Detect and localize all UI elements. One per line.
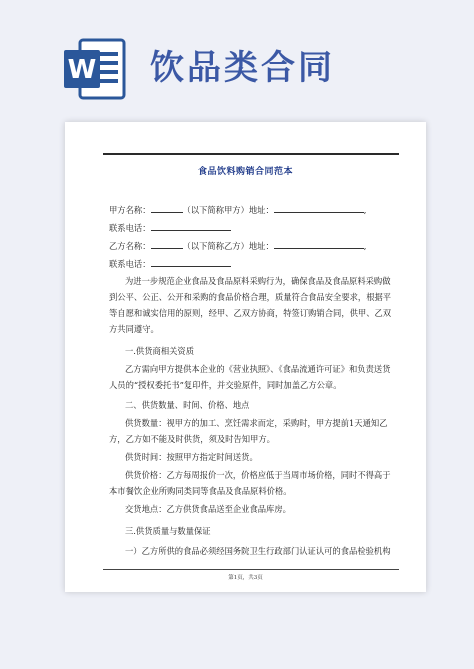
party-b-line [109, 240, 404, 252]
document-page [65, 122, 426, 592]
party-a-phone-label: 联系电话： [109, 223, 151, 233]
header-rule [103, 153, 399, 155]
section-heading: 一.供货商相关资质 [125, 346, 195, 356]
banner-header [0, 0, 474, 115]
intro-line: 到公平、公正、公开和采购的食品价格合理，质量符合食品安全要求，根据平 [109, 292, 392, 302]
paragraph-line: 方，乙方如不能及时供货，须及时告知甲方。 [109, 434, 275, 444]
intro-line: 方共同遵守。 [109, 324, 159, 334]
party-b-phone-blank [151, 258, 231, 267]
party-a-alias: （以下简称甲方）地址： [182, 205, 274, 215]
paragraph-line: 一）乙方所供的食品必须经国务院卫生行政部门认证认可的食品检验机构 [125, 546, 391, 556]
word-doc-icon [62, 36, 128, 102]
document-title: 食品饮料购销合同范本 [197, 167, 293, 177]
section-heading: 二、供货数量、时间、价格、地点 [125, 400, 250, 410]
paragraph-line: 交货地点：乙方供货食品送至企业食品库房。 [125, 504, 291, 514]
party-b-end: , [363, 241, 367, 251]
party-a-phone-blank [151, 222, 231, 231]
footer-rule [103, 569, 399, 570]
paragraph-line: 本市餐饮企业所购同类同等食品及食品原料价格。 [109, 486, 292, 496]
party-a-phone-line [109, 222, 404, 234]
bottom-band [0, 600, 474, 669]
party-b-phone-label: 联系电话： [109, 259, 151, 269]
intro-line: 为进一步规范企业食品及食品原料采购行为，确保食品及食品原料采购做 [125, 276, 391, 286]
party-b-phone-line [109, 258, 404, 270]
party-a-name-blank [151, 204, 183, 213]
party-a-label: 甲方名称： [109, 205, 151, 215]
party-b-name-blank [151, 240, 183, 249]
party-b-alias: （以下简称乙方）地址： [182, 241, 274, 251]
intro-line: 等自愿和诚实信用的原则，经甲、乙双方协商，特签订购销合同，供甲、乙双 [109, 308, 392, 318]
party-a-address-blank [274, 204, 364, 213]
page-title: 饮品类合同 [150, 48, 335, 88]
party-b-address-blank [274, 240, 364, 249]
party-a-end: , [363, 205, 367, 215]
paragraph-line: 供货价格：乙方每周报价一次，价格应低于当周市场价格，同时不得高于 [125, 470, 391, 480]
section-heading: 三.供货质量与数量保证 [125, 526, 211, 536]
party-a-line [109, 204, 404, 216]
paragraph-line: 供货数量：视甲方的加工、烹饪需求而定，采购时，甲方提前1天通知乙 [125, 418, 388, 428]
paragraph-line: 乙方需向甲方提供本企业的《营业执照》、《食品流通许可证》和负责送货 [125, 364, 391, 374]
paragraph-line: 人员的“授权委托书”复印件，并交验原件，同时加盖乙方公章。 [109, 380, 342, 390]
party-b-label: 乙方名称： [109, 241, 151, 251]
paragraph-line: 供货时间：按照甲方指定时间送货。 [125, 452, 258, 462]
page-number: 第1页，共3页 [228, 575, 263, 581]
word-letter: W [67, 55, 97, 85]
